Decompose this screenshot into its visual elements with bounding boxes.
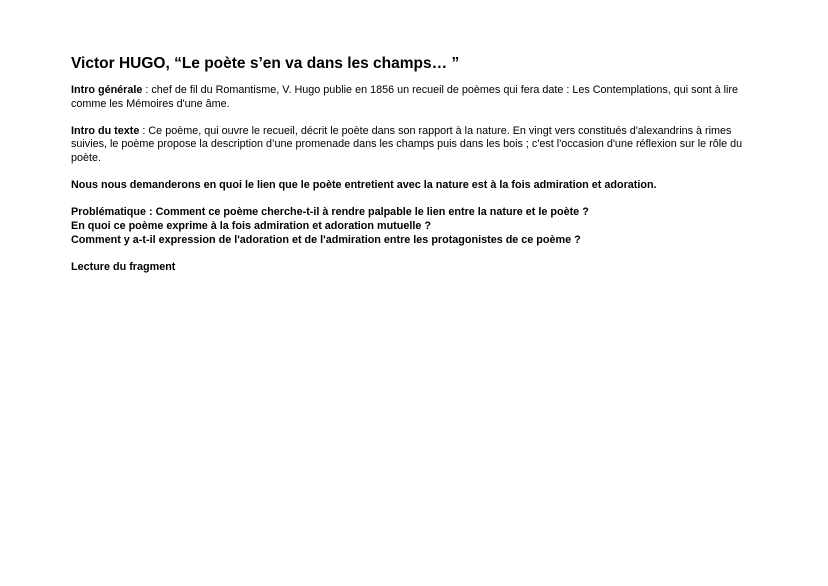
problematique-line: En quoi ce poème exprime à la fois admiration et adoration mutuelle ? xyxy=(71,219,431,232)
intro-generale-text: : chef de fil du Romantisme, V. Hugo publie en 1856 un recueil de poèmes qui fera date : Les Contemplations, qui sont à lire comme les Mémoires d'une âme. xyxy=(71,84,738,110)
intro-texte-paragraph xyxy=(71,125,761,166)
problematique-line: Problématique : Comment ce poème cherche-t-il à rendre palpable le lien entre la nature et le poète ? xyxy=(71,206,589,219)
intro-texte-label: Intro du texte xyxy=(71,124,140,137)
problematique-block xyxy=(71,206,761,247)
problematique-line: Comment y a-t-il expression de l'adoration et de l'admiration entre les protagonistes de ce poème ? xyxy=(71,233,581,246)
annonce-paragraph: Nous nous demanderons en quoi le lien que le poète entretient avec la nature est à la fois admiration et adoration. xyxy=(71,179,657,192)
intro-generale-label: Intro générale xyxy=(71,84,143,96)
intro-texte-text: : Ce poème, qui ouvre le recueil, décrit le poète dans son rapport à la nature. En vingt vers constitués d'alexandrins à rimes suivies, le poème propose la description d’une promenade dans les champs puis dans les bois ; c'est l'occasion d'une réflexion sur le rôle du poète. xyxy=(71,124,743,164)
document-title: Victor HUGO, “Le poète s’en va dans les champs… ” xyxy=(71,55,460,72)
document-page xyxy=(71,54,761,288)
lecture-heading: Lecture du fragment xyxy=(71,260,176,273)
intro-generale-paragraph xyxy=(71,84,761,111)
